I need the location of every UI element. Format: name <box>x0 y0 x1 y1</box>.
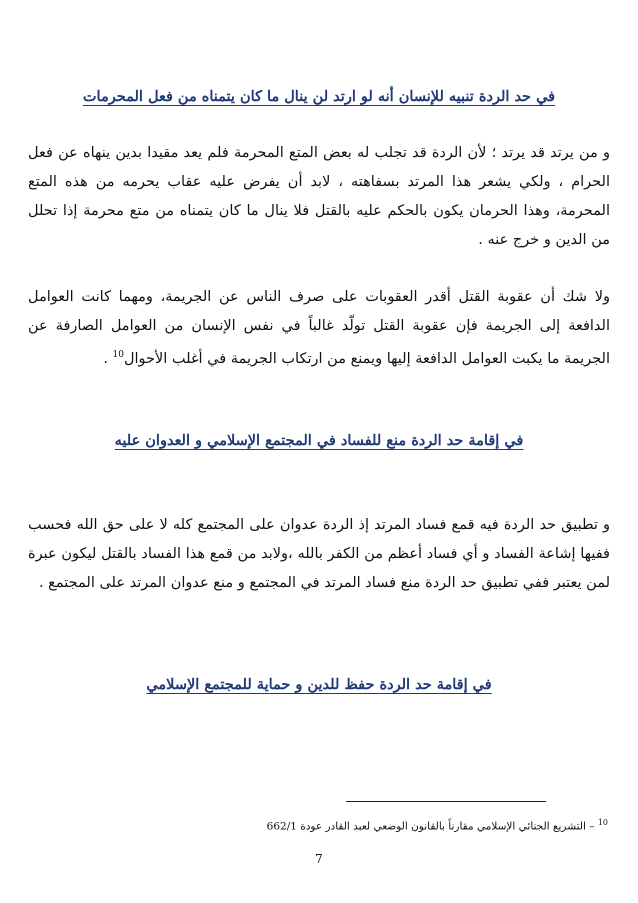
footnote-reference: 10 <box>112 350 124 360</box>
page-number: 7 <box>315 852 323 866</box>
paragraph-2-text: ولا شك أن عقوبة القتل أقدر العقوبات على صرف الناس عن الجريمة، ومهما كانت العوامل الدافعة إلى الجريمة فإن عقوبة القتل تولّد غالباً في نفس الإنسان من العوامل الصارفة عن الجريمة ما يكبت العوامل الدافعة إليها ويمنع من ارتكاب الجريمة في أغلب الأحوال <box>28 289 610 367</box>
section-heading-1: في حد الردة تنبيه للإنسان أنه لو ارتد لن ينال ما كان يتمناه من فعل المحرمات <box>82 88 556 105</box>
section-heading-3: في إقامة حد الردة حفظ للدين و حماية للمجتمع الإسلامي <box>146 676 492 693</box>
section-heading-2: في إقامة حد الردة منع للفساد في المجتمع الإسلامي و العدوان عليه <box>114 432 524 449</box>
footnote-separator <box>346 801 546 802</box>
paragraph-1: و من يرتد قد يرتد ؛ لأن الردة قد تجلب له بعض المتع المحرمة فلم يعد مقيدا بدين ينهاه عن فعل الحرام ، ولكي يشعر هذا المرتد بسفاهته ، لابد أن يفرض عليه عقاب يحرمه من هذه المتع المحرمة، وهذا الحرمان يكون بالحكم عليه بالقتل فلا ينال ما كان يتمناه من متع محرمة إذا تحلل من الدين و خرج عنه . <box>28 145 610 248</box>
paragraph-3: و تطبيق حد الردة فيه قمع فساد المرتد إذ الردة عدوان على المجتمع كله لا على حق الله فحسب ففيها إشاعة الفساد و أي فساد أعظم من الكفر بالله ،ولابد من قمع هذا الفساد بالقتل ليكون عبرة لمن يعتبر ففي تطبيق حد الردة منع فساد المرتد في المجتمع و منع عدوان المرتد على المجتمع . <box>28 517 610 591</box>
footnote <box>30 818 608 833</box>
footnote-text: – التشريع الجنائي الإسلامي مقارناً بالقانون الوضعي لعبد القادر عودة 662/1 <box>266 820 598 833</box>
paragraph-2 <box>28 283 610 374</box>
paragraph-2-end: . <box>103 350 113 367</box>
footnote-number: 10 <box>597 818 608 827</box>
